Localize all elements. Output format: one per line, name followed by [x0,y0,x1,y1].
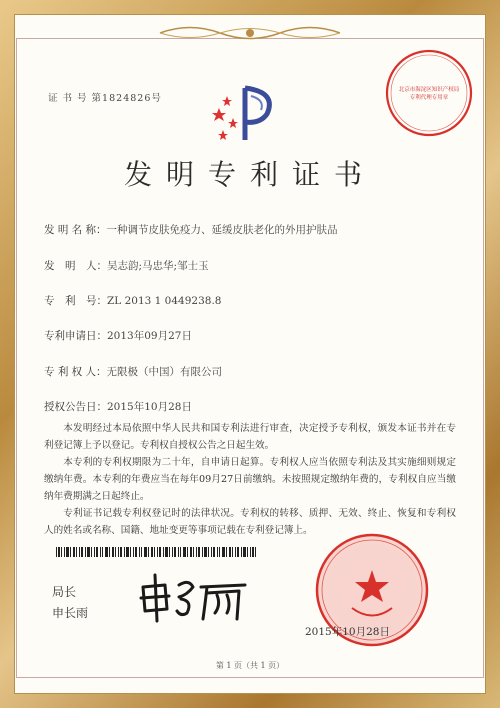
certificate-number: 证 书 号 第1824826号 [48,93,162,104]
barcode [56,547,256,557]
body-paragraph: 专利证书记载专利权登记时的法律状况。专利权的转移、质押、无效、终止、恢复和专利权人的姓名或名称、国籍、地址变更等事项记载在专利登记簿上。 [44,508,456,536]
field-invention-name [44,222,338,237]
director-name: 申长雨 [52,606,89,620]
field-inventors [44,258,209,273]
field-application-date [44,328,192,343]
field-value: 一种调节皮肤免疫力、延缓皮肤老化的外用护肤品 [106,224,338,236]
agency-seal-text: 北京市海淀区知识产权局 专利代理专用章 [398,87,460,101]
field-patentee [44,364,222,379]
issue-date: 2015年10月28日 [305,626,390,638]
field-label: 授权公告日： [44,401,107,413]
certificate-body [44,420,456,539]
field-patent-number [44,293,221,308]
field-label: 专利申请日： [44,330,107,342]
field-value: 无限极（中国）有限公司 [106,366,223,378]
field-label: 发 明 人： [44,260,107,272]
field-value: ZL 2013 1 0449238.8 [107,295,222,307]
director-signature [135,565,255,625]
body-paragraph: 本专利的专利权期限为二十年，自申请日起算。专利权人应当依照专利法及其实施细则规定缴纳年费。本专利的年费应当在每年09月27日前缴纳。未按照规定缴纳年费的，专利权自应当缴纳年费期满之日起终止。 [44,457,456,502]
top-ornament [150,22,350,44]
field-label: 专 利 权 人： [44,366,107,378]
field-value: 2013年09月27日 [107,330,192,342]
patent-office-emblem [205,78,285,146]
field-value: 2015年10月28日 [107,401,192,413]
body-paragraph: 本发明经过本局依照中华人民共和国专利法进行审查，决定授予专利权，颁发本证书并在专利登记簿上予以登记。专利权自授权公告之日起生效。 [44,423,456,451]
certificate-title: 发明专利证书 [123,158,376,191]
field-grant-date [44,399,192,414]
field-value: 吴志韵;马忠华;邹士玉 [107,260,209,272]
page-indicator: 第 1 页（共 1 页） [215,661,285,670]
field-label: 专 利 号： [44,295,107,307]
field-label: 发 明 名 称： [44,224,107,236]
director-title: 局长 [52,585,77,599]
